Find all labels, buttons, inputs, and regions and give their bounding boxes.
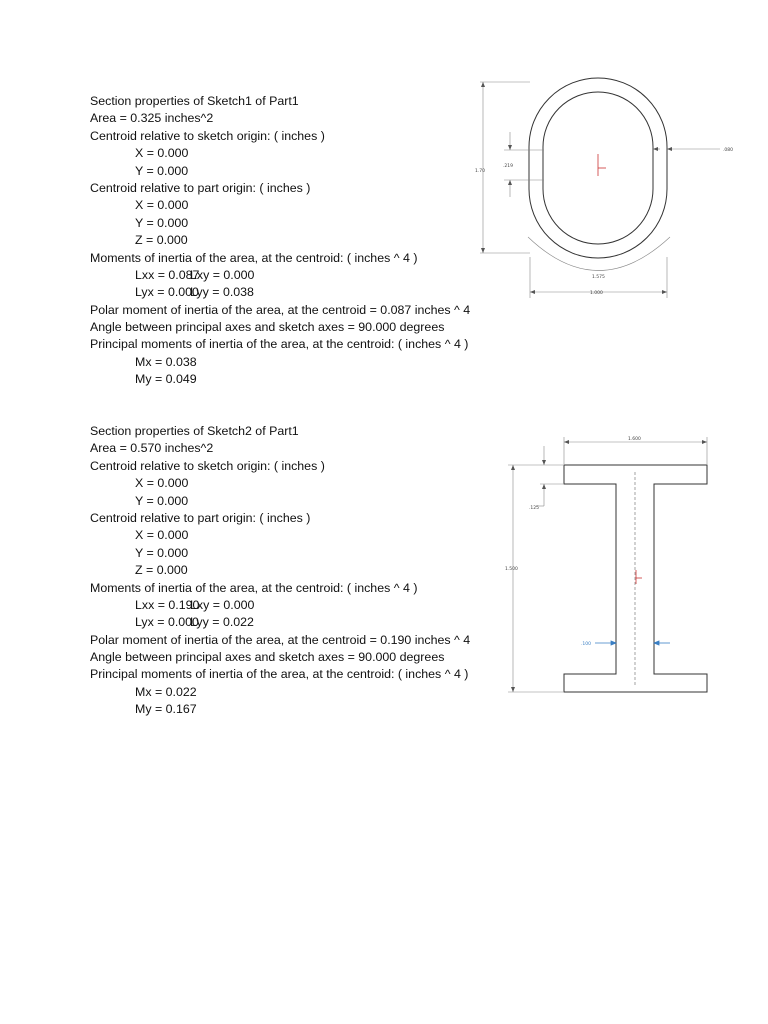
- dim-arrow-icon: [511, 687, 515, 692]
- dim-arrow-icon: [564, 440, 569, 444]
- dim-label: .219: [503, 164, 514, 169]
- lxy-value: Lxy = 0.000: [190, 267, 255, 282]
- dim-arrow-icon: [611, 641, 616, 645]
- principal-header: Principal moments of inertia of the area, at the centroid: ( inches ^ 4 ): [90, 667, 469, 682]
- dim-arrow-icon: [654, 641, 659, 645]
- lxx-value: Lxx = 0.087: [135, 267, 200, 282]
- dim-label: .100: [581, 642, 592, 647]
- centroid-part-y: Y = 0.000: [135, 215, 189, 230]
- polar-moment: Polar moment of inertia of the area, at the centroid = 0.087 inches ^ 4: [90, 302, 471, 317]
- moments-row-1: [90, 267, 490, 284]
- centroid-sketch-x: X = 0.000: [135, 146, 189, 161]
- centroid-part-y: Y = 0.000: [135, 545, 189, 560]
- dim-label: 1.600: [628, 437, 641, 442]
- dim-label: 1.500: [505, 567, 518, 572]
- section-title: Section properties of Sketch2 of Part1: [90, 424, 299, 438]
- i-beam-section-svg: [500, 422, 720, 712]
- centroid-sketch-header: Centroid relative to sketch origin: ( inches ): [90, 458, 325, 473]
- centroid-part-z: Z = 0.000: [135, 563, 188, 578]
- dim-label: 1.70: [475, 169, 486, 174]
- principal-angle: Angle between principal axes and sketch axes = 90.000 degrees: [90, 650, 445, 665]
- centroid-sketch-y: Y = 0.000: [135, 493, 189, 508]
- i-beam-outline: [564, 465, 707, 692]
- centroid-marker-icon: [598, 154, 606, 176]
- principal-angle: Angle between principal axes and sketch axes = 90.000 degrees: [90, 320, 445, 335]
- lyy-value: Lyy = 0.022: [190, 615, 254, 630]
- centroid-sketch-x: X = 0.000: [135, 476, 189, 491]
- lyx-value: Lyx = 0.000: [135, 285, 199, 300]
- my-value: My = 0.167: [135, 702, 197, 717]
- section-1: [90, 93, 490, 389]
- moments-row-2: [90, 614, 490, 631]
- lxy-value: Lxy = 0.000: [190, 597, 255, 612]
- dim-arrow-icon: [662, 290, 667, 294]
- centroid-part-x: X = 0.000: [135, 528, 189, 543]
- centroid-sketch-header: Centroid relative to sketch origin: ( inches ): [90, 128, 325, 143]
- dim-arrow-icon: [542, 484, 546, 489]
- centroid-marker-icon: [636, 570, 642, 584]
- web-thickness-dim: [595, 641, 670, 645]
- lxx-value: Lxx = 0.190: [135, 597, 200, 612]
- lyx-value: Lyx = 0.000: [135, 615, 199, 630]
- dim-arrow-icon: [511, 465, 515, 470]
- oval-section-svg: [470, 72, 736, 304]
- dim-arrow-icon: [530, 290, 535, 294]
- moments-row-1: [90, 597, 490, 614]
- mx-value: Mx = 0.038: [135, 354, 197, 369]
- dim-arrow-icon: [667, 147, 672, 151]
- centroid-part-z: Z = 0.000: [135, 233, 188, 248]
- dim-label: .125: [529, 506, 540, 511]
- section-2: [90, 423, 490, 719]
- moments-header: Moments of inertia of the area, at the centroid: ( inches ^ 4 ): [90, 580, 418, 595]
- centroid-part-header: Centroid relative to part origin: ( inches ): [90, 510, 311, 525]
- oval-section-drawing: [470, 72, 736, 304]
- dim-arrow-icon: [653, 147, 658, 151]
- centroid-part-x: X = 0.000: [135, 198, 189, 213]
- mx-value: Mx = 0.022: [135, 684, 197, 699]
- dim-arrow-icon: [508, 180, 512, 185]
- my-value: My = 0.049: [135, 372, 197, 387]
- arc-dim-line: [528, 237, 670, 271]
- dim-arrow-icon: [481, 248, 485, 253]
- dim-label: 1.575: [592, 275, 605, 280]
- dim-arrow-icon: [542, 460, 546, 465]
- centroid-sketch-y: Y = 0.000: [135, 163, 189, 178]
- dim-arrow-icon: [508, 145, 512, 150]
- dim-label: 1.000: [590, 291, 603, 296]
- area-value: Area = 0.325 inches^2: [90, 111, 214, 126]
- i-beam-section-drawing: [500, 422, 720, 712]
- section-title: Section properties of Sketch1 of Part1: [90, 94, 299, 108]
- centroid-part-header: Centroid relative to part origin: ( inches ): [90, 180, 311, 195]
- polar-moment: Polar moment of inertia of the area, at the centroid = 0.190 inches ^ 4: [90, 632, 471, 647]
- moments-header: Moments of inertia of the area, at the centroid: ( inches ^ 4 ): [90, 250, 418, 265]
- dim-label: .080: [723, 148, 734, 153]
- principal-header: Principal moments of inertia of the area, at the centroid: ( inches ^ 4 ): [90, 337, 469, 352]
- area-value: Area = 0.570 inches^2: [90, 441, 214, 456]
- dim-arrow-icon: [481, 82, 485, 87]
- moments-row-2: [90, 284, 490, 301]
- lyy-value: Lyy = 0.038: [190, 285, 254, 300]
- dim-arrow-icon: [702, 440, 707, 444]
